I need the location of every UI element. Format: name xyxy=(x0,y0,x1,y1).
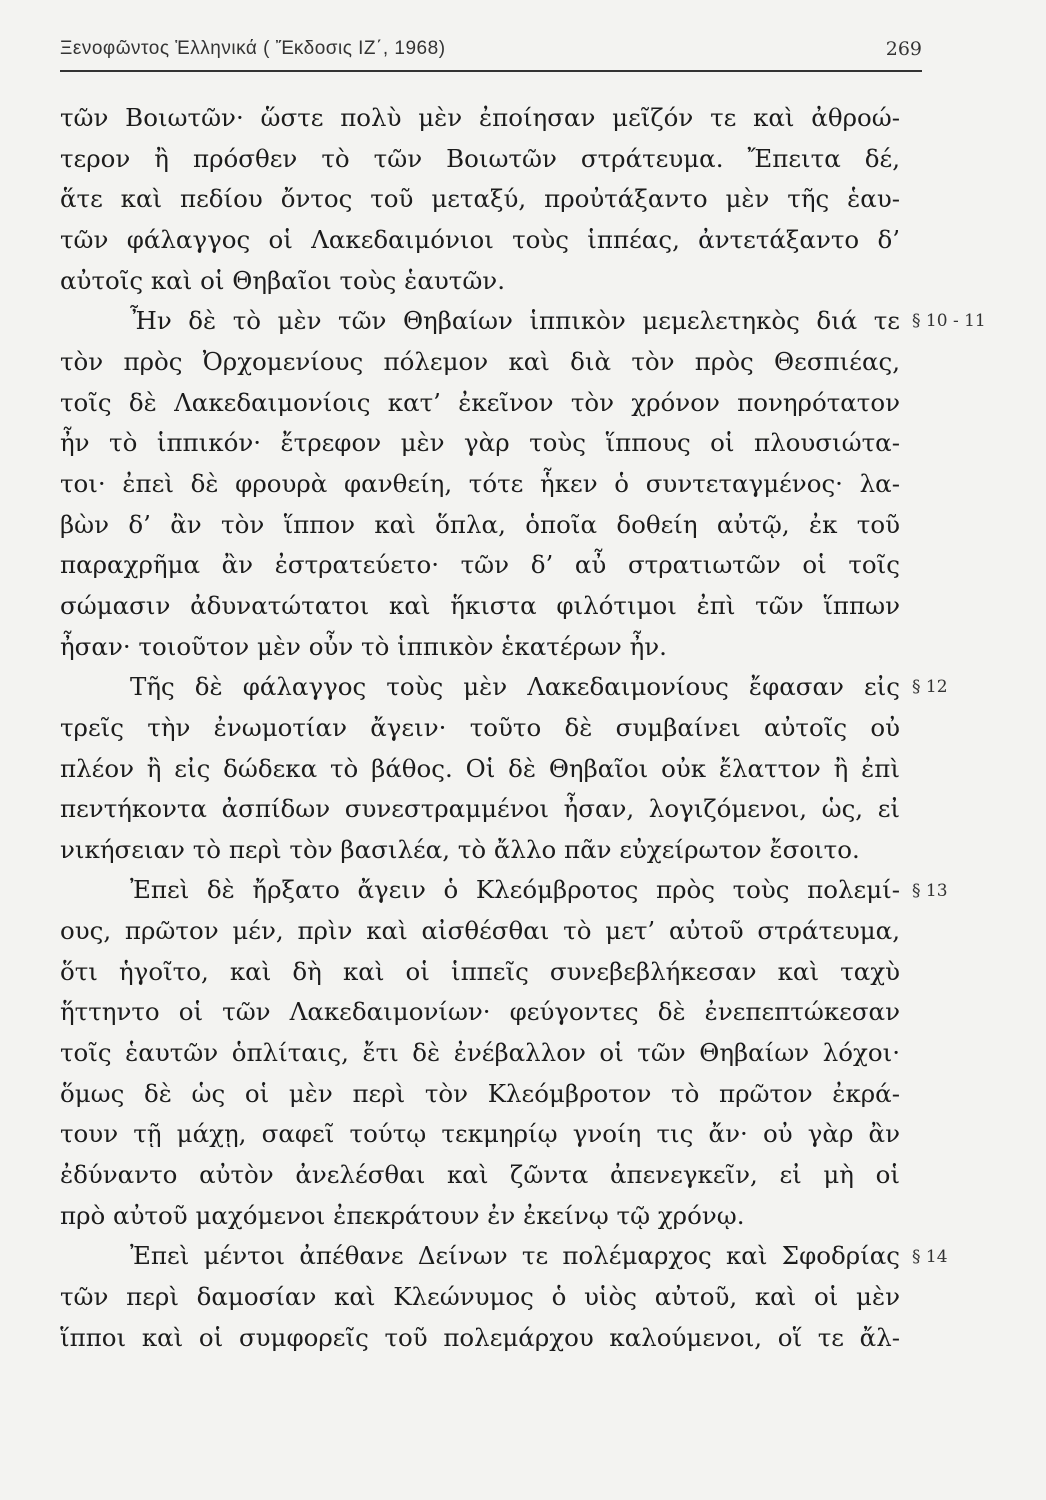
text-line: ἦσαν· τοιοῦτον μὲν οὖν τὸ ἱππικὸν ἑκατέρων ἦν. xyxy=(60,631,667,661)
text-line: ἐδύναντο αὐτὸν ἀνελέσθαι καὶ ζῶντα ἀπενεγκεῖν, εἰ μὴ οἱ xyxy=(60,1160,900,1190)
text-line: παραχρῆμα ἂν ἐστρατεύετο· τῶν δ’ αὖ στρατιωτῶν οἱ τοῖς xyxy=(60,550,900,580)
text-line: ἅτε καὶ πεδίου ὄντος τοῦ μεταξύ, προὐτάξαντο μὲν τῆς ἑαυ- xyxy=(60,184,900,214)
text-line: Ἐπεὶ δὲ ἤρξατο ἄγειν ὁ Κλεόμβροτος πρὸς τοὺς πολεμί- xyxy=(130,875,900,905)
section-reference: § 10 - 11 xyxy=(912,311,986,332)
section-reference: § 12 xyxy=(912,677,948,698)
section-reference: § 13 xyxy=(912,880,948,901)
text-line: νικήσειαν τὸ περὶ τὸν βασιλέα, τὸ ἄλλο πᾶν εὐχείρωτον ἔσοιτο. xyxy=(60,834,860,864)
running-header xyxy=(60,38,922,72)
text-line: ὅμως δὲ ὡς οἱ μὲν περὶ τὸν Κλεόμβροτον τὸ πρῶτον ἐκρά- xyxy=(60,1078,900,1108)
text-line: πλέον ἢ εἰς δώδεκα τὸ βάθος. Οἱ δὲ Θηβαῖοι οὐκ ἔλαττον ἢ ἐπὶ xyxy=(60,753,900,783)
text-line: ους, πρῶτον μέν, πρὶν καὶ αἰσθέσθαι τὸ μετ’ αὐτοῦ στράτευμα, xyxy=(60,916,900,946)
body-text xyxy=(60,98,900,1358)
text-line: ἦν τὸ ἱππικόν· ἔτρεφον μὲν γὰρ τοὺς ἵππους οἱ πλουσιώτα- xyxy=(60,428,900,458)
text-line: σώμασιν ἀδυνατώτατοι καὶ ἥκιστα φιλότιμοι ἐπὶ τῶν ἵππων xyxy=(60,590,900,620)
text-line: πρὸ αὐτοῦ μαχόμενοι ἐπεκράτουν ἐν ἐκείνῳ τῷ χρόνῳ. xyxy=(60,1200,745,1230)
text-line: ἵπποι καὶ οἱ συμφορεῖς τοῦ πολεμάρχου καλούμενοι, οἵ τε ἄλ- xyxy=(60,1322,900,1352)
text-line: αὐτοῖς καὶ οἱ Θηβαῖοι τοὺς ἑαυτῶν. xyxy=(60,265,505,295)
text-line: τοῖς ἑαυτῶν ὁπλίταις, ἔτι δὲ ἐνέβαλλον οἱ τῶν Θηβαίων λόχοι· xyxy=(60,1038,900,1068)
running-title: Ξενοφῶντος Ἑλληνικά ( Ἔκδοσις ΙΖ΄, 1968) xyxy=(60,38,446,59)
page-number: 269 xyxy=(885,38,922,60)
text-line: τουν τῇ μάχῃ, σαφεῖ τούτῳ τεκμηρίῳ γνοίη τις ἄν· οὐ γὰρ ἂν xyxy=(60,1119,900,1149)
section-reference: § 14 xyxy=(912,1246,948,1267)
text-line: τὸν πρὸς Ὀρχομενίους πόλεμον καὶ διὰ τὸν πρὸς Θεσπιέας, xyxy=(60,346,900,376)
text-line: τῶν Βοιωτῶν· ὥστε πολὺ μὲν ἐποίησαν μεῖζόν τε καὶ ἀθροώ- xyxy=(60,103,900,132)
text-line: βὼν δ’ ἂν τὸν ἵππον καὶ ὅπλα, ὁποῖα δοθείη αὐτῷ, ἐκ τοῦ xyxy=(60,509,900,539)
text-line: Ἐπεὶ μέντοι ἀπέθανε Δείνων τε πολέμαρχος καὶ Σφοδρίας xyxy=(130,1241,900,1271)
text-line: ὅτι ἡγοῖτο, καὶ δὴ καὶ οἱ ἱππεῖς συνεβεβλήκεσαν καὶ ταχὺ xyxy=(60,956,900,986)
text-line: Τῆς δὲ φάλαγγος τοὺς μὲν Λακεδαιμονίους ἔφασαν εἰς xyxy=(130,672,900,702)
text-line: τῶν φάλαγγος οἱ Λακεδαιμόνιοι τοὺς ἱππέας, ἀντετάξαντο δ’ xyxy=(60,224,900,254)
text-line: ἥττηντο οἱ τῶν Λακεδαιμονίων· φεύγοντες δὲ ἐνεπεπτώκεσαν xyxy=(60,997,900,1027)
text-line: Ἦν δὲ τὸ μὲν τῶν Θηβαίων ἱππικὸν μεμελετηκὸς διά τε xyxy=(130,306,900,336)
text-line: τοῖς δὲ Λακεδαιμονίοις κατ’ ἐκεῖνον τὸν χρόνον πονηρότατον xyxy=(60,387,900,417)
text-line: τῶν περὶ δαμοσίαν καὶ Κλεώνυμος ὁ υἱὸς αὐτοῦ, καὶ οἱ μὲν xyxy=(60,1282,900,1312)
text-line: τρεῖς τὴν ἐνωμοτίαν ἄγειν· τοῦτο δὲ συμβαίνει αὐτοῖς οὐ xyxy=(60,712,900,742)
text-line: τερον ἢ πρόσθεν τὸ τῶν Βοιωτῶν στράτευμα. Ἔπειτα δέ, xyxy=(60,143,900,173)
text-line: τοι· ἐπεὶ δὲ φρουρὰ φανθείη, τότε ἧκεν ὁ συντεταγμένος· λα- xyxy=(60,468,900,498)
text-line: πεντήκοντα ἀσπίδων συνεστραμμένοι ἦσαν, λογιζόμενοι, ὡς, εἰ xyxy=(60,794,900,824)
